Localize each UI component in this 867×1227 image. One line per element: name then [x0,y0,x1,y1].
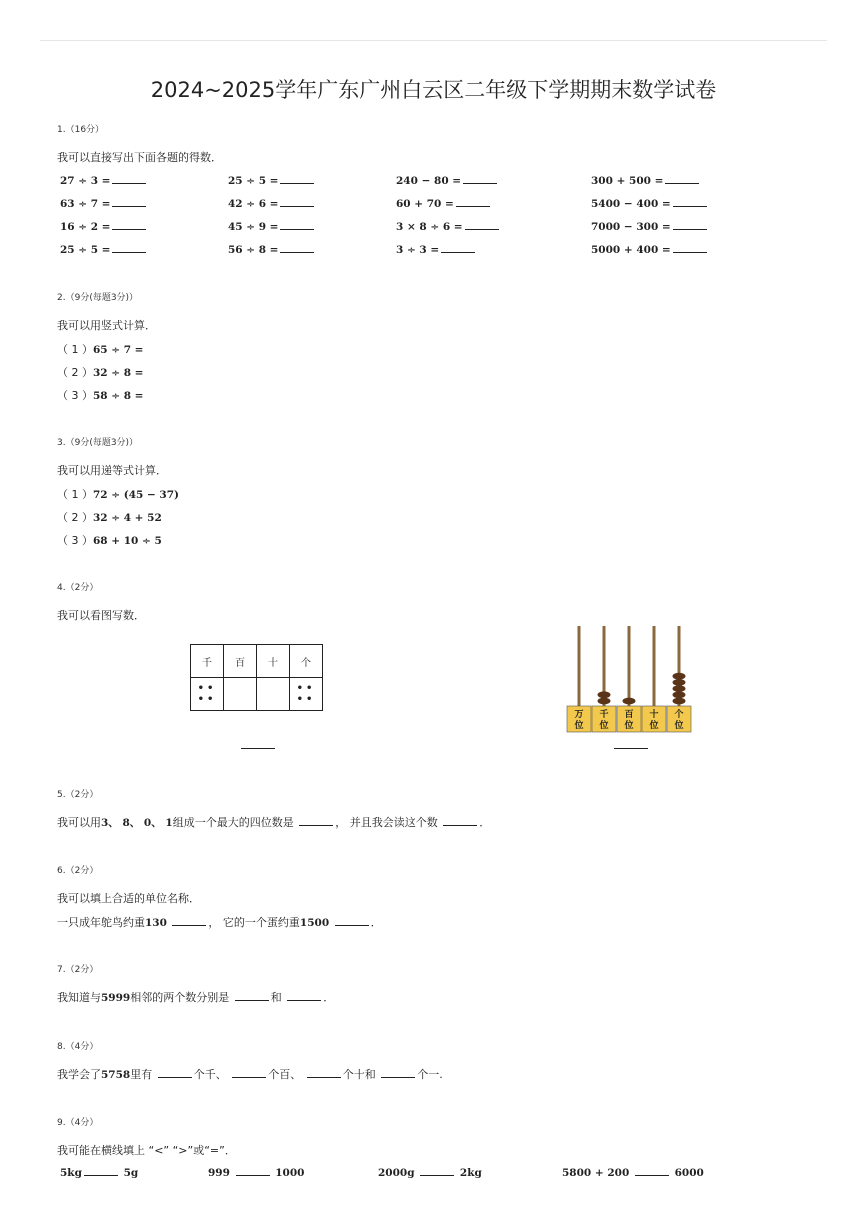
q1-item: 3 × 8 ÷ 6 = [396,220,501,233]
q5-text: 我可以用3、 8、 0、 1组成一个最大的四位数是 ， 并且我会读这个数 ． [57,816,491,829]
q1-instruction: 我可以直接写出下面各题的得数． [57,151,222,164]
q2-item-1: （ 1 ）65 ÷ 7 = [57,343,144,356]
abacus-label: 千 [599,710,609,720]
abacus-diagram [566,622,696,734]
q4-instruction: 我可以看图写数． [57,609,145,622]
q2-header: 2.（9分(每题3分)） [57,293,139,303]
abacus-rod [628,626,631,706]
abacus-label: 位 [674,721,684,731]
table-header-tens: 十 [257,645,290,678]
q8-header: 8.（4分） [57,1042,99,1052]
q6-blank-1[interactable] [172,916,206,926]
q1-answer-blank[interactable] [112,243,146,253]
q8-blank-1[interactable] [158,1068,192,1078]
q1-item: 300 + 500 = [591,174,701,187]
q1-item: 45 ÷ 9 = [228,220,316,233]
abacus-label: 十 [649,710,659,720]
q9-blank-4[interactable] [635,1166,669,1176]
q1-item: 7000 − 300 = [591,220,709,233]
dots-hundreds [224,678,257,711]
q1-answer-blank[interactable] [280,197,314,207]
abacus-rod [653,626,656,706]
q2-instruction: 我可以用竖式计算． [57,319,156,332]
abacus-bead [598,691,611,698]
abacus-bead [673,685,686,692]
q2-item-3: （ 3 ）58 ÷ 8 = [57,389,144,402]
q7-header: 7.（2分） [57,965,99,975]
q6-text: 一只成年鸵鸟约重130 ， 它的一个蛋约重1500 ． [57,916,382,929]
q1-answer-blank[interactable] [280,243,314,253]
q1-item: 27 ÷ 3 = [60,174,148,187]
q3-header: 3.（9分(每题3分)） [57,438,139,448]
abacus-label: 个 [674,710,684,720]
top-divider [40,40,827,41]
q1-answer-blank[interactable] [112,174,146,184]
q6-instruction: 我可以填上合适的单位名称． [57,892,200,905]
q4-answer-blank-2[interactable] [614,748,648,749]
q1-item: 240 − 80 = [396,174,499,187]
dots-thousands: •• •• [191,678,224,711]
q2-item-2: （ 2 ）32 ÷ 8 = [57,366,144,379]
table-header-thousands: 千 [191,645,224,678]
dots-ones: •• •• [290,678,323,711]
abacus-bead [623,698,636,705]
q1-item: 42 ÷ 6 = [228,197,316,210]
q1-item: 60 + 70 = [396,197,492,210]
q1-answer-blank[interactable] [673,243,707,253]
abacus-bead [673,673,686,680]
q1-answer-blank[interactable] [673,220,707,230]
q9-instruction: 我可能在横线填上 “<” “>”或“=”． [57,1144,236,1157]
q3-item-2: （ 2 ）32 ÷ 4 + 52 [57,511,162,524]
q7-text: 我知道与5999相邻的两个数分别是 和 ． [57,991,335,1004]
abacus-bead [598,698,611,705]
q4-header: 4.（2分） [57,583,99,593]
q8-text: 我学会了5758里有 个千、 个百、 个十和 个一. [57,1068,443,1081]
q5-header: 5.（2分） [57,790,99,800]
q3-instruction: 我可以用递等式计算． [57,464,167,477]
q8-blank-3[interactable] [307,1068,341,1078]
abacus-label: 位 [624,721,634,731]
q1-answer-blank[interactable] [665,174,699,184]
q8-blank-4[interactable] [381,1068,415,1078]
q1-item: 3 ÷ 3 = [396,243,477,256]
q5-blank-1[interactable] [299,816,333,826]
q5-blank-2[interactable] [443,816,477,826]
q9-header: 9.（4分） [57,1118,99,1128]
abacus-label: 万 [574,710,584,720]
q9-item-1: 5kg 5g [60,1167,139,1179]
q9-blank-1[interactable] [84,1166,118,1176]
q1-item: 56 ÷ 8 = [228,243,316,256]
q9-blank-2[interactable] [236,1166,270,1176]
q7-blank-1[interactable] [235,991,269,1001]
table-header-ones: 个 [290,645,323,678]
q9-blank-3[interactable] [420,1166,454,1176]
q1-answer-blank[interactable] [280,174,314,184]
q1-item: 16 ÷ 2 = [60,220,148,233]
q1-answer-blank[interactable] [112,197,146,207]
abacus-label: 位 [649,721,659,731]
q1-item: 5000 + 400 = [591,243,709,256]
abacus-bead [673,691,686,698]
q3-item-1: （ 1 ）72 ÷ (45 − 37) [57,488,179,501]
q9-item-4: 5800 + 200 6000 [562,1167,704,1179]
abacus-label: 位 [574,721,584,731]
q6-header: 6.（2分） [57,866,99,876]
q3-item-3: （ 3 ）68 + 10 ÷ 5 [57,534,162,547]
q9-item-3: 2000g 2kg [378,1167,482,1179]
abacus-label: 百 [624,710,634,720]
abacus-label: 位 [599,721,609,731]
abacus-bead [673,679,686,686]
q1-header: 1.（16分） [57,125,105,135]
q4-answer-blank-1[interactable] [241,748,275,749]
q1-item: 25 ÷ 5 = [60,243,148,256]
q1-answer-blank[interactable] [463,174,497,184]
q1-answer-blank[interactable] [280,220,314,230]
q9-item-2: 999 1000 [208,1167,305,1179]
q7-blank-2[interactable] [287,991,321,1001]
q1-answer-blank[interactable] [465,220,499,230]
table-header-hundreds: 百 [224,645,257,678]
abacus-rod [578,626,581,706]
place-value-table [190,644,323,711]
q1-answer-blank[interactable] [441,243,475,253]
dots-tens [257,678,290,711]
q1-item: 5400 − 400 = [591,197,709,210]
q1-item: 25 ÷ 5 = [228,174,316,187]
q8-blank-2[interactable] [232,1068,266,1078]
q1-answer-blank[interactable] [456,197,490,207]
q1-item: 63 ÷ 7 = [60,197,148,210]
page-title: 2024~2025学年广东广州白云区二年级下学期期末数学试卷 [150,78,717,102]
abacus-bead [673,698,686,705]
q1-answer-blank[interactable] [673,197,707,207]
q1-answer-blank[interactable] [112,220,146,230]
q6-blank-2[interactable] [335,916,369,926]
